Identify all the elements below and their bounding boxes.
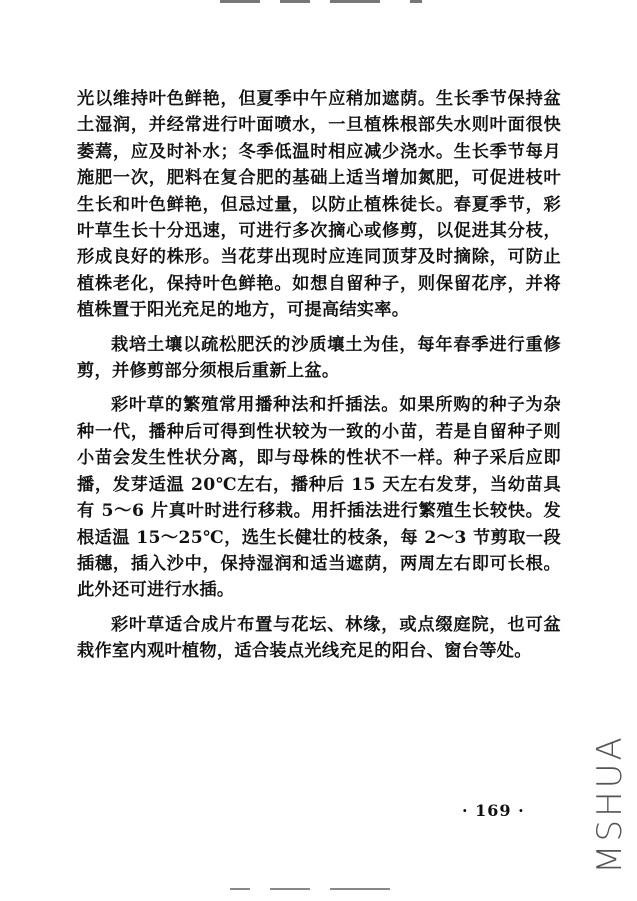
scan-artifact-bottom bbox=[230, 888, 430, 894]
paragraph-1: 光以维持叶色鲜艳，但夏季中午应稍加遮荫。生长季节保持盆土湿润，并经常进行叶面喷水，一旦植株根部失水则叶面很快萎蔫，应及时补水；冬季低温时相应减少浇水。生长季节每月施肥一次，肥料在复合肥的基础上适当增加氮肥，可促进枝叶生长和叶色鲜艳，但忌过量，以防止植株徒长。春夏季节，彩叶草生长十分迅速，可进行多次摘心或修剪，以促进其分枝，形成良好的株形。当花芽出现时应连同顶芽及时摘除，可防止植株老化，保持叶色鲜艳。如想自留种子，则保留花序，并将植株置于阳光充足的地方，可提高结实率。 bbox=[77, 89, 561, 321]
paragraph-2: 栽培土壤以疏松肥沃的沙质壤土为佳，每年春季进行重修剪，并修剪部分须根后重新上盆。 bbox=[77, 334, 561, 382]
watermark bbox=[590, 716, 630, 891]
watermark-text: MSHUA bbox=[590, 733, 631, 874]
body-text bbox=[77, 86, 561, 673]
paragraph-4: 彩叶草适合成片布置与花坛、林缘，或点缀庭院，也可盆栽作室内观叶植物，适合装点光线充足的阳台、窗台等处。 bbox=[77, 614, 561, 662]
scan-artifact-top bbox=[220, 0, 440, 6]
page-number: · 169 · bbox=[462, 801, 525, 820]
paragraph-3: 彩叶草的繁殖常用播种法和扦插法。如果所购的种子为杂种一代，播种后可得到性状较为一致的小苗，若是自留种子则小苗会发生性状分离，即与母株的性状不一样。种子采后应即播，发芽适温 20℃左右，播种后 15 天左右发芽，当幼苗具有 5～6 片真叶时进行移栽。用扦插法进行繁殖生长较快。发根适温 15～25℃，选生长健壮的枝条，每 2～3 节剪取一段插穗，插入沙中，保持湿润和适当遮荫，两周左右即可长根。此外还可进行水插。 bbox=[77, 395, 561, 601]
